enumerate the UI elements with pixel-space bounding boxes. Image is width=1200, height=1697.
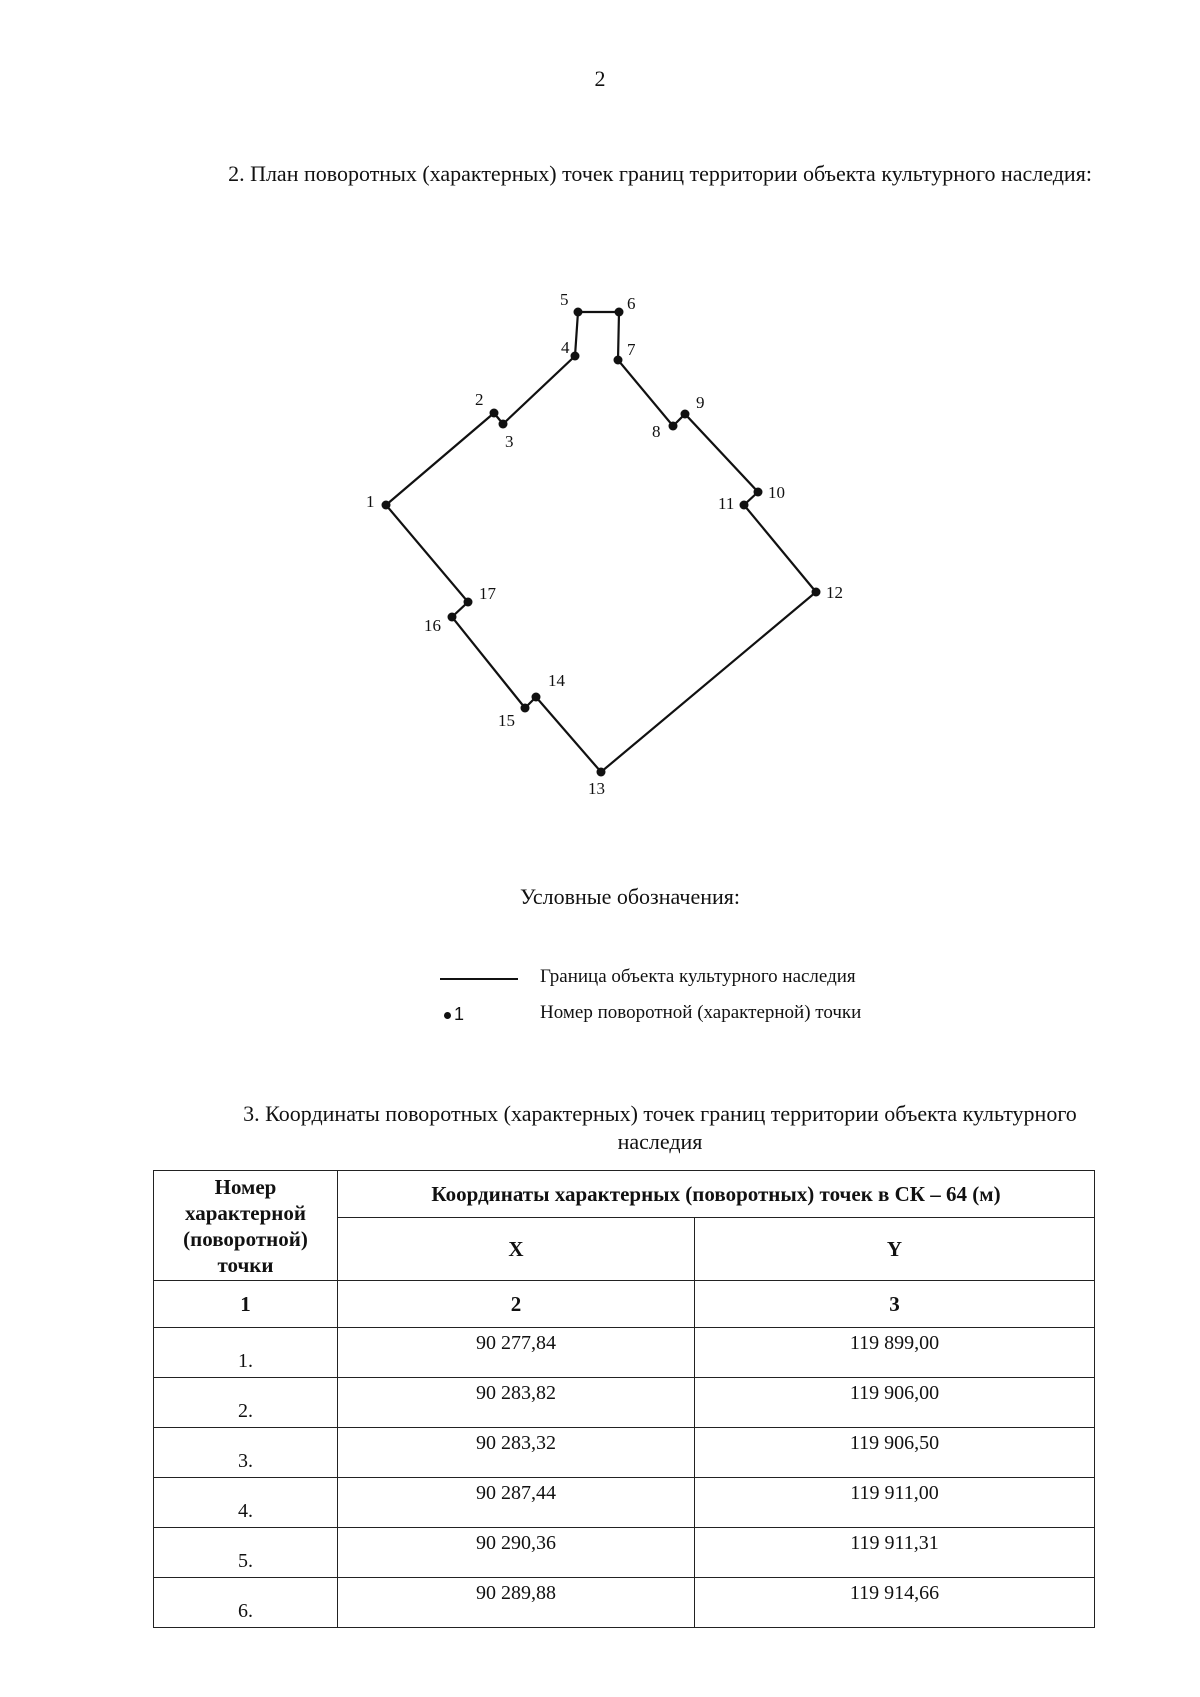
table-row xyxy=(154,1528,1095,1578)
turning-point-dot xyxy=(597,768,606,777)
turning-point-dot xyxy=(521,704,530,713)
x-cell: 90 283,82 xyxy=(338,1378,695,1428)
column-index: 1 xyxy=(154,1281,338,1328)
coordinates-table xyxy=(153,1170,1095,1628)
turning-point-label: 7 xyxy=(627,340,636,359)
x-cell: 90 283,32 xyxy=(338,1428,695,1478)
table-row xyxy=(154,1578,1095,1628)
turning-point-label: 5 xyxy=(560,290,569,309)
x-cell: 90 290,36 xyxy=(338,1528,695,1578)
turning-point-dot xyxy=(740,501,749,510)
table-row xyxy=(154,1328,1095,1378)
turning-point-label: 3 xyxy=(505,432,514,451)
turning-point-dot xyxy=(448,613,457,622)
turning-point-label: 16 xyxy=(424,616,441,635)
turning-point-label: 14 xyxy=(548,671,565,690)
turning-point-label: 2 xyxy=(475,390,484,409)
turning-point-label: 9 xyxy=(696,393,705,412)
legend-point-sample xyxy=(444,1004,504,1028)
point-number-cell: 1. xyxy=(154,1328,338,1378)
point-number-cell: 5. xyxy=(154,1528,338,1578)
header-point-number: Номер характерной (поворотной) точки xyxy=(154,1171,338,1281)
turning-point-dot xyxy=(382,501,391,510)
turning-point-dot xyxy=(490,409,499,418)
y-cell: 119 911,00 xyxy=(695,1478,1095,1528)
y-cell: 119 911,31 xyxy=(695,1528,1095,1578)
point-dot-icon xyxy=(444,1012,451,1019)
turning-point-label: 12 xyxy=(826,583,843,602)
table-header-row xyxy=(154,1171,1095,1218)
boundary-line xyxy=(386,312,816,772)
turning-point-label: 11 xyxy=(718,494,735,513)
turning-point-label: 15 xyxy=(498,711,515,730)
x-cell: 90 289,88 xyxy=(338,1578,695,1628)
legend-point-label: Номер поворотной (характерной) точки xyxy=(540,1002,862,1023)
column-index: 2 xyxy=(338,1281,695,1328)
header-x: X xyxy=(338,1218,695,1281)
turning-point-dot xyxy=(532,693,541,702)
point-number-cell: 3. xyxy=(154,1428,338,1478)
turning-point-dot xyxy=(754,488,763,497)
page-number: 2 xyxy=(594,66,606,91)
y-cell: 119 906,50 xyxy=(695,1428,1095,1478)
turning-point-label: 6 xyxy=(627,294,636,313)
turning-point-dot xyxy=(669,422,678,431)
y-cell: 119 906,00 xyxy=(695,1378,1095,1428)
turning-point-dot xyxy=(614,356,623,365)
header-coordinates: Координаты характерных (поворотных) точек в СК – 64 (м) xyxy=(338,1171,1095,1218)
y-cell: 119 914,66 xyxy=(695,1578,1095,1628)
y-cell: 119 899,00 xyxy=(695,1328,1095,1378)
turning-point-dot xyxy=(574,308,583,317)
point-number-cell: 2. xyxy=(154,1378,338,1428)
legend-point-sample-number: 1 xyxy=(454,1004,465,1024)
point-number-cell: 6. xyxy=(154,1578,338,1628)
plan-title: 2. План поворотных (характерных) точек границ территории объекта культурного наследия: xyxy=(228,161,1092,186)
turning-point-label: 1 xyxy=(366,492,375,511)
table-row xyxy=(154,1478,1095,1528)
column-index: 3 xyxy=(695,1281,1095,1328)
table-row xyxy=(154,1378,1095,1428)
turning-point-dot xyxy=(571,352,580,361)
turning-point-dot xyxy=(812,588,821,597)
legend-heading: Условные обозначения: xyxy=(519,884,741,909)
x-cell: 90 277,84 xyxy=(338,1328,695,1378)
coordinates-title: 3. Координаты поворотных (характерных) точек границ территории объекта культурного наследия xyxy=(243,1101,1077,1154)
legend-line-sample xyxy=(440,978,518,980)
turning-point-label: 17 xyxy=(479,584,496,603)
turning-points xyxy=(366,290,843,798)
column-index-row xyxy=(154,1281,1095,1328)
turning-point-label: 13 xyxy=(588,779,605,798)
turning-point-dot xyxy=(499,420,508,429)
turning-point-label: 8 xyxy=(652,422,661,441)
turning-point-dot xyxy=(615,308,624,317)
turning-point-dot xyxy=(681,410,690,419)
turning-point-label: 10 xyxy=(768,483,785,502)
legend-boundary-label: Граница объекта культурного наследия xyxy=(540,966,856,987)
turning-point-dot xyxy=(464,598,473,607)
header-y: Y xyxy=(695,1218,1095,1281)
point-number-cell: 4. xyxy=(154,1478,338,1528)
x-cell: 90 287,44 xyxy=(338,1478,695,1528)
table-row xyxy=(154,1428,1095,1478)
turning-point-label: 4 xyxy=(561,338,570,357)
